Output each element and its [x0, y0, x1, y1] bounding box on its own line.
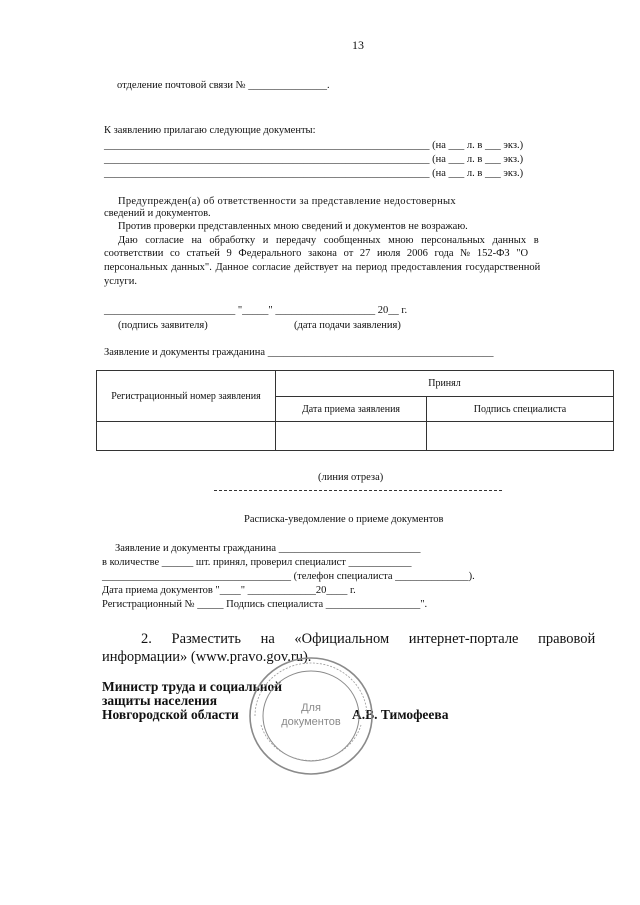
- minister-title-1: Министр труда и социальной: [102, 679, 283, 694]
- receipt-line: в количестве ______ шт. принял, проверил специалист ____________: [102, 557, 412, 568]
- date-caption: (дата подачи заявления): [294, 320, 401, 331]
- item-2-line-1: 2. Разместить на «Официальном интернет-портале правовой: [141, 631, 596, 647]
- receipt-line: Дата приема документов "____" _____________20____ г.: [102, 585, 356, 596]
- consent-text-1: Даю согласие на обработку и передачу сообщенных мною персональных данных в: [118, 235, 539, 246]
- signature-caption: (подпись заявителя): [118, 320, 208, 331]
- attachment-row: ______________________________________________________________ (на ___ л. в ___ экз.): [104, 154, 524, 165]
- minister-title-3: Новгородской области: [102, 707, 239, 722]
- acceptance-date-header: Дата приема заявления: [276, 397, 427, 422]
- attachments-heading: К заявлению прилагаю следующие документы:: [104, 125, 316, 136]
- seal-center-text-1: Для: [301, 702, 321, 714]
- official-seal: [247, 655, 375, 777]
- accepted-header: Принял: [276, 371, 614, 397]
- warning-text-1: Предупрежден(а) об ответственности за представление недостоверных: [118, 196, 456, 207]
- consent-text-2: соответствии со статьей 9 Федерального закона от 27 июля 2006 года № 152-ФЗ "О: [104, 248, 529, 259]
- documents-of-citizen: Заявление и документы гражданина ___________________________________________: [104, 347, 494, 358]
- receipt-line: Заявление и документы гражданина ___________________________: [115, 543, 421, 554]
- table-cell: [97, 422, 276, 451]
- reg-number-header: Регистрационный номер заявления: [97, 371, 276, 422]
- post-office-line: отделение почтовой связи № _______________.: [117, 80, 330, 91]
- consent-text-4: услуги.: [104, 276, 137, 287]
- table-cell: [427, 422, 614, 451]
- item-2-line-2: информации» (www.pravo.gov.ru).: [102, 649, 312, 665]
- minister-title-2: защиты населения: [102, 693, 218, 708]
- warning-text-2: сведений и документов.: [104, 208, 211, 219]
- attachment-row: ______________________________________________________________ (на ___ л. в ___ экз.): [104, 168, 524, 179]
- consent-text-3: персональных данных". Данное согласие действует на период предоставления государственной: [104, 262, 541, 273]
- signature-line: _________________________ "_____" ___________________ 20__ г.: [104, 305, 408, 316]
- receipt-line: Регистрационный № _____ Подпись специалиста __________________".: [102, 599, 428, 610]
- seal-text-ring: [261, 725, 361, 761]
- cut-line-label: (линия отреза): [318, 472, 384, 483]
- no-objection-text: Против проверки представленных мною сведений и документов не возражаю.: [118, 221, 468, 232]
- minister-name: А.В. Тимофеева: [352, 707, 449, 722]
- registration-table: [96, 370, 614, 451]
- attachment-row: ______________________________________________________________ (на ___ л. в ___ экз.): [104, 140, 524, 151]
- receipt-title: Расписка-уведомление о приеме документов: [244, 514, 444, 525]
- specialist-signature-header: Подпись специалиста: [427, 397, 614, 422]
- receipt-line: ____________________________________ (телефон специалиста ______________).: [102, 571, 475, 582]
- table-cell: [276, 422, 427, 451]
- seal-center-text-2: документов: [281, 716, 341, 728]
- page-number: 13: [352, 38, 364, 52]
- cut-line: [214, 490, 502, 491]
